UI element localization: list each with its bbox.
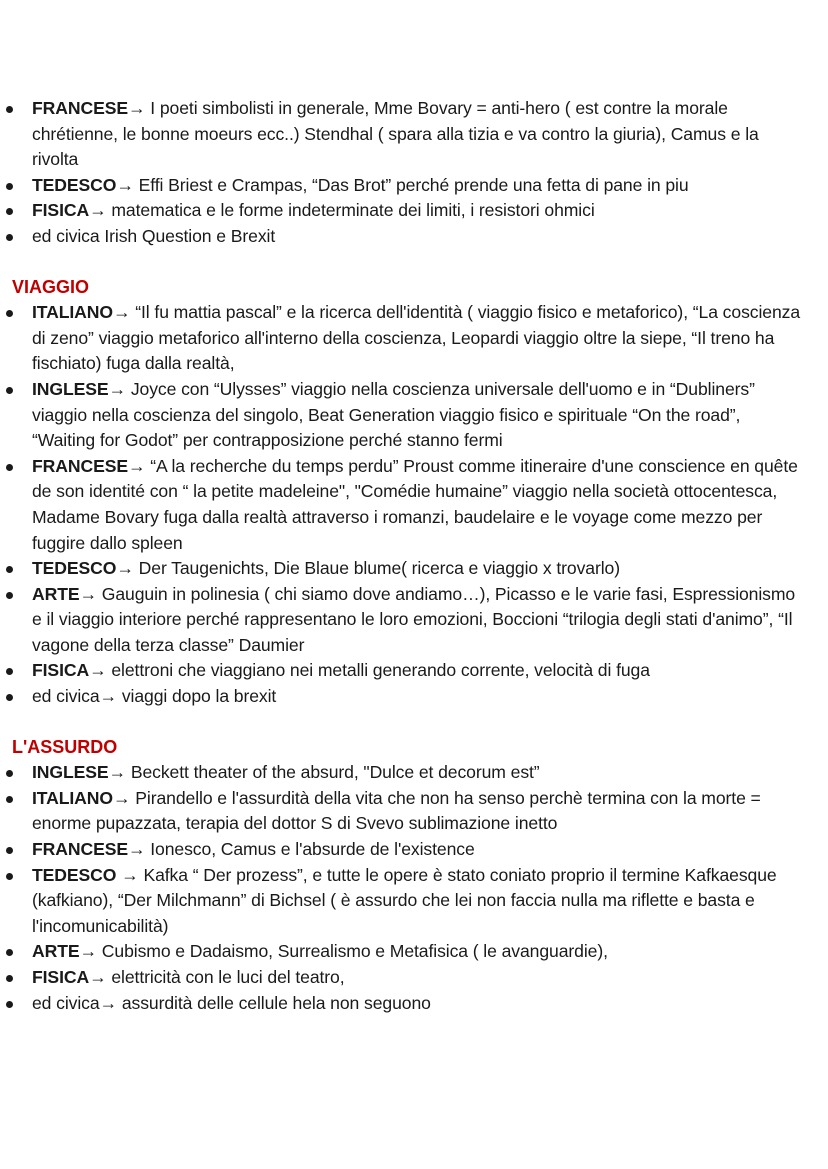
- subject-label: FRANCESE: [32, 98, 128, 118]
- bullet-icon: [6, 234, 13, 241]
- bullet-icon: [6, 310, 13, 317]
- bullet-icon: [6, 387, 13, 394]
- arrow-icon: →: [89, 660, 107, 681]
- list-item: [10, 224, 808, 250]
- item-text: Cubismo e Dadaismo, Surrealismo e Metafisica ( le avanguardie),: [97, 941, 608, 962]
- list-item: [10, 556, 808, 582]
- subject-label: ITALIANO: [32, 302, 113, 323]
- subject-label: FISICA: [32, 200, 90, 221]
- list-item: [10, 991, 808, 1017]
- arrow-icon: →: [89, 967, 107, 987]
- list-item: [10, 300, 808, 377]
- arrow-icon: →: [116, 174, 134, 195]
- item-text: Gauguin in polinesia ( chi siamo dove andiamo…), Picasso e le varie fasi, Espressionismo e il viaggio interiore perché rappresentano le loro emozioni, Boccioni “trilogia degli stati d'animo”, “Il vagone della terza classe” Daumier: [32, 583, 796, 655]
- item-text: elettricità con le luci del teatro,: [106, 967, 345, 987]
- bullet-icon: [6, 694, 13, 701]
- list-item: [10, 786, 808, 837]
- section-spacer: [10, 710, 808, 735]
- bullet-icon: [6, 975, 13, 982]
- subject-label: TEDESCO: [32, 174, 117, 195]
- bullet-icon: [6, 592, 13, 599]
- item-text: Effi Briest e Crampas, “Das Brot” perché prende una fetta di pane in piu: [133, 174, 689, 195]
- list-item: [10, 863, 808, 940]
- item-text: Ionesco, Camus e l'absurde de l'existence: [145, 839, 475, 860]
- list-item: [10, 939, 808, 965]
- item-text: Der Taugenichts, Die Blaue blume( ricerca e viaggio x trovarlo): [133, 558, 620, 579]
- item-text: Pirandello e l'assurdità della vita che non ha senso perchè termina con la morte = enorme pupazzata, terapia del dottor S di Svevo sublimazione inetto: [32, 787, 761, 834]
- list-item: [10, 760, 808, 786]
- bullet-icon: [6, 873, 13, 880]
- subject-label: FISICA: [32, 660, 90, 681]
- item-text: elettroni che viaggiano nei metalli generando corrente, velocità di fuga: [106, 660, 650, 681]
- bullet-icon: [6, 847, 13, 854]
- topic-list: [10, 760, 808, 1016]
- arrow-icon: →: [127, 98, 146, 118]
- arrow-icon: →: [79, 941, 97, 962]
- item-text: ed civica→ viaggi dopo la brexit: [32, 686, 277, 707]
- bullet-icon: [6, 566, 13, 573]
- subject-label: ITALIANO: [32, 787, 113, 808]
- list-item: [10, 684, 808, 710]
- bullet-icon: [6, 464, 13, 471]
- list-item: [10, 837, 808, 863]
- arrow-icon: →: [116, 864, 139, 885]
- subject-label: INGLESE: [32, 378, 109, 399]
- subject-label: TEDESCO: [32, 558, 117, 579]
- subject-label: ARTE: [32, 941, 80, 962]
- bullet-icon: [6, 770, 13, 777]
- item-text: ed civica Irish Question e Brexit: [32, 225, 276, 246]
- bullet-icon: [6, 106, 13, 113]
- bullet-icon: [6, 668, 13, 675]
- item-text: “Il fu mattia pascal” e la ricerca dell'identità ( viaggio fisico e metaforico), “La coscienza di zeno” viaggio metaforico all'interno della coscienza, Leopardi viaggio oltre la siepe, “Il treno ha fischiato) fuga dalla realtà,: [32, 302, 801, 374]
- list-item: [10, 965, 808, 991]
- item-text: matematica e le forme indeterminate dei limiti, i resistori ohmici: [106, 200, 595, 221]
- item-text: Kafka “ Der prozess”, e tutte le opere è stato coniato proprio il termine Kafkaesque (kafkiano), “Der Milchmann” di Bichsel ( è assurdo che lei non faccia nulla ma riflette e basta e l'incomunicabilità): [32, 864, 777, 936]
- topic-list: [10, 96, 808, 250]
- item-text: Beckett theater of the absurd, "Dulce et decorum est”: [126, 762, 540, 783]
- item-text: I poeti simbolisti in generale, Mme Bovary = anti-hero ( est contre la morale chrétienne, le bonne moeurs ecc..) Stendhal ( spara alla tizia e va contro la giuria), Camus e la rivolta: [32, 98, 759, 170]
- arrow-icon: →: [108, 378, 127, 399]
- section-spacer: [10, 250, 808, 275]
- topic-list: [10, 300, 808, 710]
- list-item: [10, 173, 808, 199]
- list-item: [10, 96, 808, 173]
- arrow-icon: →: [79, 583, 97, 604]
- item-text: Joyce con “Ulysses” viaggio nella coscienza universale dell'uomo e in “Dubliners” viaggio nella coscienza del singolo, Beat Generation viaggio fisico e spirituale “On the road”, “Waiting for Godot” per contrapposizione perché stanno fermi: [32, 378, 755, 451]
- arrow-icon: →: [108, 762, 127, 783]
- arrow-icon: →: [112, 787, 131, 808]
- document-content: [10, 96, 808, 1016]
- item-text: ed civica→ assurdità delle cellule hela non seguono: [32, 992, 431, 1013]
- item-text: “A la recherche du temps perdu” Proust comme itineraire d'une conscience en quête de son identité con “ la petite madeleine", "Comédie humaine” viaggio nella società ottocentesca, Madame Bovary fuga dalla realtà attraverso i romanzi, baudelaire e le voyage come mezzo per fuggire dallo spleen: [32, 455, 798, 553]
- list-item: [10, 377, 808, 454]
- list-item: [10, 454, 808, 556]
- arrow-icon: →: [116, 558, 134, 579]
- arrow-icon: →: [112, 302, 131, 323]
- list-item: [10, 198, 808, 224]
- bullet-icon: [6, 1001, 13, 1008]
- subject-label: ARTE: [32, 583, 80, 604]
- section-heading: L'ASSURDO: [12, 736, 118, 757]
- subject-label: TEDESCO: [32, 864, 117, 885]
- bullet-icon: [6, 183, 13, 190]
- list-item: [10, 582, 808, 659]
- bullet-icon: [6, 949, 13, 956]
- arrow-icon: →: [89, 200, 107, 221]
- arrow-icon: →: [127, 455, 146, 476]
- section-heading: VIAGGIO: [12, 276, 90, 297]
- bullet-icon: [6, 796, 13, 803]
- arrow-icon: →: [127, 839, 146, 860]
- subject-label: FISICA: [32, 967, 90, 987]
- subject-label: FRANCESE: [32, 839, 128, 860]
- bullet-icon: [6, 208, 13, 215]
- subject-label: FRANCESE: [32, 455, 128, 476]
- subject-label: INGLESE: [32, 762, 109, 783]
- list-item: [10, 658, 808, 684]
